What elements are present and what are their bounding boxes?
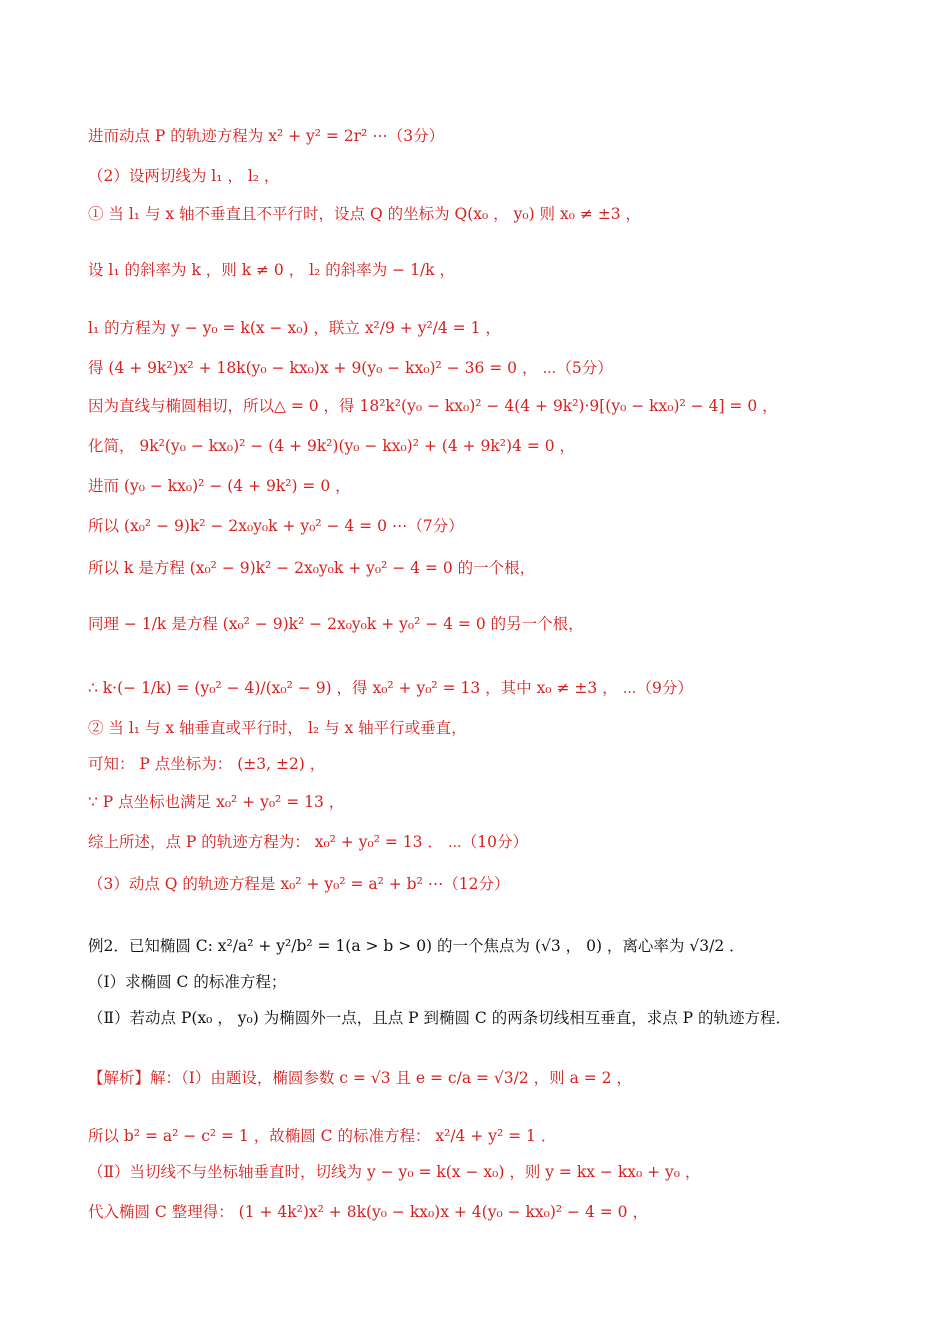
line-root-two: 同理 − 1/k 是方程 (x₀² − 9)k² − 2x₀y₀k + y₀² − 4 = 0 的另一个根， xyxy=(88,615,584,633)
line-tangent-equation: l₁ 的方程为 y − y₀ = k(x − x₀) ，联立 x²/9 + y²/4 = 1 ， xyxy=(88,319,501,337)
solution-part2-tangent: （Ⅱ）当切线不与坐标轴垂直时，切线为 y − y₀ = k(x − x₀) ，则 y = kx − kx₀ + y₀ ， xyxy=(88,1163,701,1181)
line-hence: 进而 (y₀ − kx₀)² − (4 + 9k²) = 0 ， xyxy=(88,477,351,495)
line-case1-setup: ① 当 l₁ 与 x 轴不垂直且不平行时，设点 Q 的坐标为 Q(x₀ ， y₀) 则 x₀ ≠ ±3 ， xyxy=(88,205,642,223)
line-simplify: 化简， 9k²(y₀ − kx₀)² − (4 + 9k²)(y₀ − kx₀)² + (4 + 9k²)4 = 0 ， xyxy=(88,437,576,455)
solution-part1: 【解析】解：（Ⅰ）由题设，椭圆参数 c = √3 且 e = c/a = √3/2 ，则 a = 2 ， xyxy=(88,1069,632,1087)
line-root-one: 所以 k 是方程 (x₀² − 9)k² − 2x₀y₀k + y₀² − 4 = 0 的一个根， xyxy=(88,559,536,577)
line-part3: （3）动点 Q 的轨迹方程是 x₀² + y₀² = a² + b² ⋯（12分） xyxy=(88,875,510,893)
solution-standard-equation: 所以 b² = a² − c² = 1 ，故椭圆 C 的标准方程： x²/4 + y² = 1 ． xyxy=(88,1127,557,1145)
example-2-statement: 例2．已知椭圆 C: x²/a² + y²/b² = 1(a > b > 0) 的一个焦点为 (√3 ， 0) ，离心率为 √3/2 ． xyxy=(88,937,745,955)
line-conclusion: 综上所述，点 P 的轨迹方程为： x₀² + y₀² = 13 ． ⋯（10分） xyxy=(88,833,528,851)
line-so-quadratic-k: 所以 (x₀² − 9)k² − 2x₀y₀k + y₀² − 4 = 0 ⋯（7分） xyxy=(88,517,464,535)
line-discriminant: 因为直线与椭圆相切，所以△ = 0 ，得 18²k²(y₀ − kx₀)² − 4(4 + 9k²)·9[(y₀ − kx₀)² − 4] = 0 ， xyxy=(88,397,778,415)
line-point-satisfies: ∵ P 点坐标也满足 x₀² + y₀² = 13 ， xyxy=(88,793,345,811)
line-part2-heading: （2）设两切线为 l₁ ， l₂ ， xyxy=(88,167,280,185)
solution-substitute: 代入椭圆 C 整理得： (1 + 4k²)x² + 8k(y₀ − kx₀)x + 4(y₀ − kx₀)² − 4 = 0 ， xyxy=(88,1203,648,1221)
line-locus-1: 进而动点 P 的轨迹方程为 x² + y² = 2r² ⋯（3分） xyxy=(88,127,445,145)
question-1: （Ⅰ）求椭圆 C 的标准方程； xyxy=(88,973,287,991)
line-product-of-roots: ∴ k·(− 1/k) = (y₀² − 4)/(x₀² − 9) ，得 x₀² + y₀² = 13 ，其中 x₀ ≠ ±3 ， ⋯（9分） xyxy=(88,679,693,697)
line-case2: ② 当 l₁ 与 x 轴垂直或平行时， l₂ 与 x 轴平行或垂直， xyxy=(88,719,467,737)
question-2: （Ⅱ）若动点 P(x₀ ， y₀) 为椭圆外一点，且点 P 到椭圆 C 的两条切线相互垂直，求点 P 的轨迹方程． xyxy=(88,1009,791,1027)
line-quadratic: 得 (4 + 9k²)x² + 18k(y₀ − kx₀)x + 9(y₀ − kx₀)² − 36 = 0 ， ⋯（5分） xyxy=(88,359,613,377)
line-point-coords: 可知： P 点坐标为： (±3, ±2) ， xyxy=(88,755,326,773)
line-slopes: 设 l₁ 的斜率为 k ，则 k ≠ 0 ， l₂ 的斜率为 − 1/k ， xyxy=(88,261,455,279)
